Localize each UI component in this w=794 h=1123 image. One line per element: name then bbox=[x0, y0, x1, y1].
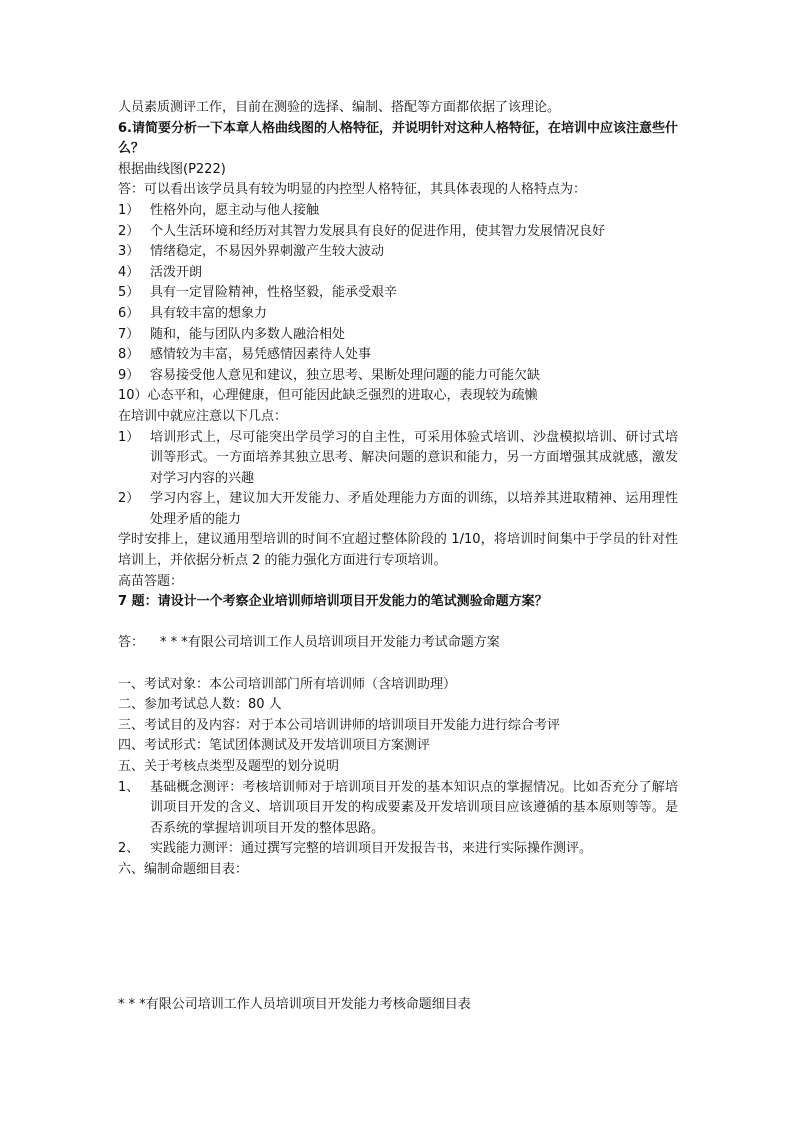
exam-item: 三、考试目的及内容：对于本公司培训讲师的培训项目开发能力进行综合考评 bbox=[118, 717, 561, 733]
exam-item-last: 六、编制命题细目表： bbox=[118, 861, 249, 877]
list-item bbox=[118, 283, 678, 304]
list-item bbox=[118, 222, 678, 243]
list-text: 培训形式上，尽可能突出学员学习的自主性，可采用体验式培训、沙盘模拟培训、研讨式培训等形式。一方面培养其独立思考、解决问题的意识和能力，另一方面增强其成就感，激发对学习内容的兴趣 bbox=[150, 429, 678, 486]
list-text: 个人生活环境和经历对其智力发展具有良好的促进作用，使其智力发展情况良好 bbox=[150, 223, 606, 239]
list-text: 具有较丰富的想象力 bbox=[150, 305, 268, 321]
list-text: 情绪稳定，不易因外界刺激产生较大波动 bbox=[150, 244, 385, 260]
list-number: 2、 bbox=[118, 841, 140, 857]
schedule-paragraph: 学时安排上，建议通用型培训的时间不宜超过整体阶段的 1/10，将培训时间集中于学员的针对性培训上，并依据分析点 2 的能力强化方面进行专项培训。 bbox=[118, 532, 678, 569]
list-item bbox=[118, 263, 678, 284]
list-item bbox=[118, 325, 678, 346]
curve-basis: 根据曲线图(P222) bbox=[118, 161, 226, 177]
exam-item: 五、关于考核点类型及题型的划分说明 bbox=[118, 759, 340, 774]
list-number: 2） bbox=[118, 223, 140, 239]
list-item bbox=[118, 304, 678, 325]
question-6-title: 6.请简要分析一下本章人格曲线图的人格特征，并说明针对这种人格特征，在培训中应该注意些什么？ bbox=[118, 120, 678, 157]
list-number: 2） bbox=[118, 491, 140, 507]
list-text: 容易接受他人意见和建议，独立思考、果断处理问题的能力可能欠缺 bbox=[150, 367, 541, 383]
detail-table-title: * * *有限公司培训工作人员培训项目开发能力考核命题细目表 bbox=[118, 997, 471, 1012]
question-7-title: 7 题：请设计一个考察企业培训师培训项目开发能力的笔试测验命题方案？ bbox=[118, 594, 548, 610]
list-item bbox=[118, 366, 678, 387]
list-text: 活泼开朗 bbox=[150, 264, 203, 280]
list-item bbox=[118, 242, 678, 263]
answer-title: * * *有限公司培训工作人员培训项目开发能力考试命题方案 bbox=[160, 635, 500, 651]
list-text: 随和，能与团队内多数人融洽相处 bbox=[150, 326, 346, 342]
document-body bbox=[118, 98, 678, 881]
list-number: 1） bbox=[118, 202, 140, 218]
list-item bbox=[118, 345, 678, 366]
answer-label: 答： bbox=[118, 635, 145, 651]
list-number: 5） bbox=[118, 285, 140, 301]
list-number: 8） bbox=[118, 347, 140, 363]
trait-list bbox=[118, 201, 678, 407]
list-number: 1） bbox=[118, 429, 140, 445]
list-number: 9） bbox=[118, 367, 140, 383]
training-point bbox=[118, 489, 678, 530]
answer-intro: 答：可以看出该学员具有较为明显的内控型人格特征，其具体表现的人格特点为： bbox=[118, 182, 587, 198]
spacer bbox=[118, 654, 678, 675]
sub-item bbox=[118, 839, 678, 860]
list-number: 7） bbox=[118, 326, 140, 342]
list-text: 性格外向，愿主动与他人接触 bbox=[150, 202, 320, 218]
sub-item bbox=[118, 778, 678, 840]
list-item bbox=[118, 201, 678, 222]
list-number: 1、 bbox=[118, 779, 140, 795]
gaomiao-label: 高苗答题： bbox=[118, 573, 184, 589]
answer-heading bbox=[118, 633, 678, 654]
exam-item: 二、参加考试总人数：80 人 bbox=[118, 697, 282, 713]
list-number: 3） bbox=[118, 244, 140, 260]
list-text: 实践能力测评：通过撰写完整的培训项目开发报告书，来进行实际操作测评。 bbox=[150, 841, 593, 857]
list-text: 学习内容上，建议加大开发能力、矛盾处理能力方面的训练，以培养其进取精神、运用理性处理矛盾的能力 bbox=[150, 491, 678, 527]
list-text: 具有一定冒险精神，性格坚毅，能承受艰辛 bbox=[150, 285, 398, 301]
spacer bbox=[118, 613, 678, 634]
list-number: 6） bbox=[118, 305, 140, 321]
training-intro: 在培训中就应注意以下几点： bbox=[118, 408, 288, 424]
exam-item: 一、考试对象：本公司培训部门所有培训师（含培训助理） bbox=[118, 676, 457, 692]
training-point bbox=[118, 428, 678, 490]
intro-line: 人员素质测评工作，目前在测验的选择、编制、搭配等方面都依据了该理论。 bbox=[118, 100, 561, 115]
list-text: 基础概念测评：考核培训师对于培训项目开发的基本知识点的掌握情况。比如否充分了解培训项目开发的含义、培训项目开发的构成要素及开发培训项目应该遵循的基本原则等等。是否系统的掌握培训项目开发的整体思路。 bbox=[150, 779, 678, 836]
list-item-10: 10）心态平和，心理健康，但可能因此缺乏强烈的进取心，表现较为疏懒 bbox=[118, 388, 538, 404]
exam-item: 四、考试形式：笔试团体测试及开发培训项目方案测评 bbox=[118, 738, 431, 754]
list-number: 4） bbox=[118, 264, 140, 280]
list-text: 感情较为丰富，易凭感情因素待人处事 bbox=[150, 347, 372, 363]
